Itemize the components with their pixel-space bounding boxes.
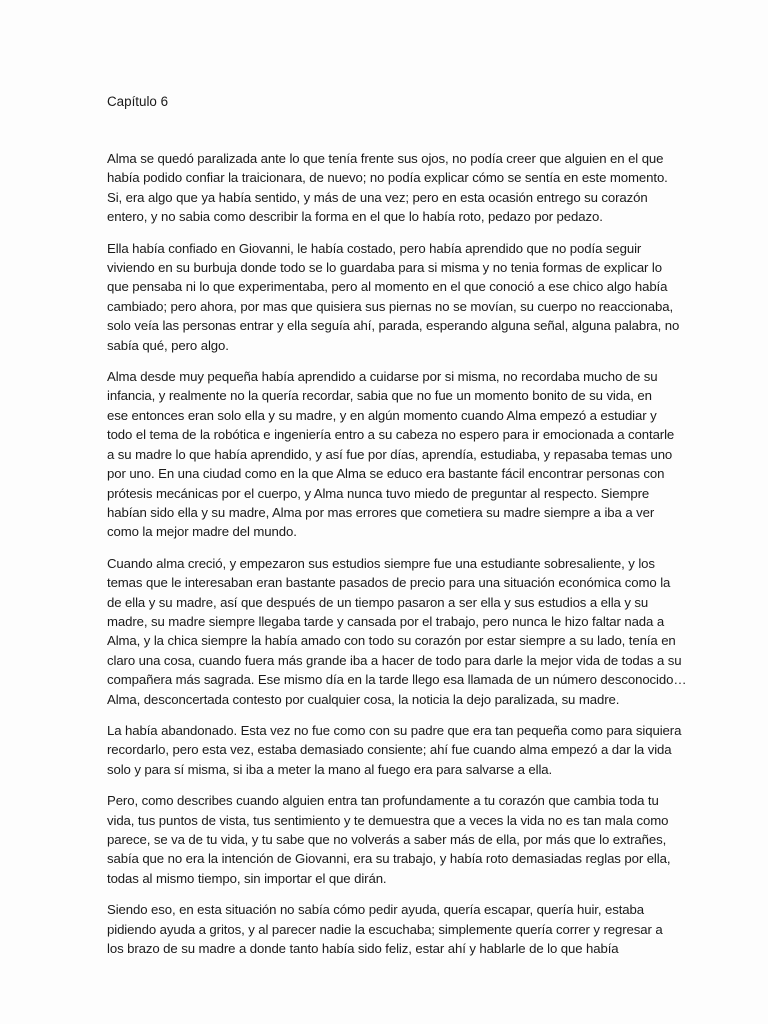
text-line: Alma se quedó paralizada ante lo que tenía frente sus ojos, no podía creer que alguien en el que bbox=[107, 151, 664, 166]
text-line: todas al mismo tiempo, sin importar el que dirán. bbox=[107, 870, 387, 886]
paragraph bbox=[107, 791, 671, 888]
paragraph bbox=[107, 367, 675, 542]
text-line: entero, y no sabia como describir la forma en el que lo había roto, pedazo por pedazo. bbox=[107, 209, 603, 225]
text-line: los brazo de su madre a donde tanto había sido feliz, estar ahí y hablarle de lo que había bbox=[107, 941, 619, 957]
paragraph bbox=[107, 239, 680, 355]
text-line: a su madre lo que había aprendido, y así fue por días, aprendía, estudiaba, y repasaba temas uno bbox=[107, 446, 673, 462]
paragraph bbox=[107, 149, 668, 227]
text-line: recordarlo, pero esta vez, estaba demasiado consiente; ahí fue cuando alma empezó a dar la vida bbox=[107, 742, 672, 758]
text-line: La había abandonado. Esta vez no fue como con su padre que era tan pequeña como para siquiera bbox=[107, 722, 682, 738]
text-line: por uno. En una ciudad como en la que Alma se educo era bastante fácil encontrar personas con bbox=[107, 466, 665, 482]
text-line: Ella había confiado en Giovanni, le había costado, pero había aprendido que no podía seguir bbox=[107, 240, 642, 256]
text-line: Alma desde muy pequeña había aprendido a cuidarse por si misma, no recordaba mucho de su bbox=[107, 369, 658, 385]
text-line: cambiado; pero ahora, por mas que quisiera sus piernas no se movían, su cuerpo no reaccionaba, bbox=[107, 298, 674, 314]
text-line: que pensaba ni lo que experimentaba, pero al momento en el que conoció a ese chico algo había bbox=[107, 279, 668, 295]
paragraph bbox=[107, 721, 682, 779]
text-line: habían sido ella y su madre, Alma por mas errores que cometiera su madre siempre a iba a ver bbox=[107, 504, 655, 520]
text-line: claro una cosa, cuando fuera más grande iba a hacer de todo para darle la mejor vida de todas a su bbox=[107, 652, 682, 668]
text-line: de ella y su madre, así que después de un tiempo pasaron a ser ella y sus estudios a ella y su bbox=[107, 594, 649, 610]
text-line: había podido confiar la traicionara, de nuevo; no podía explicar cómo se sentía en este momento. bbox=[107, 170, 668, 186]
chapter-title: Capítulo 6 bbox=[107, 94, 169, 109]
text-line: vida, tus puntos de vista, tus sentimiento y te demuestra que a veces la vida no es tan mala como bbox=[107, 812, 669, 828]
text-line: solo veía las personas entrar y ella seguía ahí, parada, esperando alguna señal, alguna palabra, no bbox=[107, 318, 680, 334]
text-line: Alma, y la chica siempre la había amado con todo su corazón por estar siempre a su lado, tenía en bbox=[107, 633, 676, 649]
body-text bbox=[107, 149, 687, 970]
text-line: Alma, desconcertada contesto por cualquier cosa, la noticia la dejo paralizada, su madre. bbox=[107, 691, 620, 707]
text-line: ese entonces eran solo ella y su madre, y en algún momento cuando Alma empezó a estudiar y bbox=[107, 407, 657, 423]
text-line: Si, era algo que ya había sentido, y más de una vez; pero en esta ocasión entrego su corazón bbox=[107, 189, 648, 205]
text-line: Siendo eso, en esta situación no sabía cómo pedir ayuda, quería escapar, quería huir, estaba bbox=[107, 902, 644, 918]
text-line: prótesis mecánicas por el cuerpo, y Alma nunca tuvo miedo de preguntar al respecto. Siempre bbox=[107, 485, 650, 501]
text-line: sabía que no era la intención de Giovanni, era su trabajo, y había roto demasiadas reglas por ella, bbox=[107, 851, 671, 867]
text-line: infancia, y realmente no la quería recordar, sabia que no fue un momento bonito de su vida, en bbox=[107, 388, 652, 404]
text-line: todo el tema de la robótica e ingeniería entro a su cabeza no espero para ir emocionada a contarle bbox=[107, 427, 675, 443]
text-line: viviendo en su burbuja donde todo se lo guardaba para si misma y no tenia formas de explicar lo bbox=[107, 260, 662, 276]
text-line: pidiendo ayuda a gritos, y al parecer nadie la escuchaba; simplemente quería correr y regresar a bbox=[107, 921, 663, 937]
text-line: madre, su madre siempre llegaba tarde y cansada por el trabajo, pero nunca le hizo faltar nada a bbox=[107, 613, 665, 629]
text-line: temas que le interesaban eran bastante pasados de precio para una situación económica como la bbox=[107, 575, 671, 591]
text-line: como la mejor madre del mundo. bbox=[107, 524, 297, 540]
text-line: Pero, como describes cuando alguien entra tan profundamente a tu corazón que cambia toda tu bbox=[107, 793, 659, 809]
text-line: Cuando alma creció, y empezaron sus estudios siempre fue una estudiante sobresaliente, y los bbox=[107, 555, 655, 571]
text-line: parece, se va de tu vida, y tu sabe que no volverás a saber más de ella, por más que lo extrañes, bbox=[107, 832, 667, 847]
text-line: solo y para sí misma, si iba a meter la mano al fuego era para salvarse a ella. bbox=[107, 761, 553, 777]
paragraph bbox=[107, 900, 663, 958]
text-line: compañera más sagrada. Ese mismo día en la tarde llego esa llamada de un número desconocido… bbox=[107, 672, 687, 688]
text-line: sabía qué, pero algo. bbox=[107, 337, 229, 353]
paragraph bbox=[107, 554, 687, 709]
